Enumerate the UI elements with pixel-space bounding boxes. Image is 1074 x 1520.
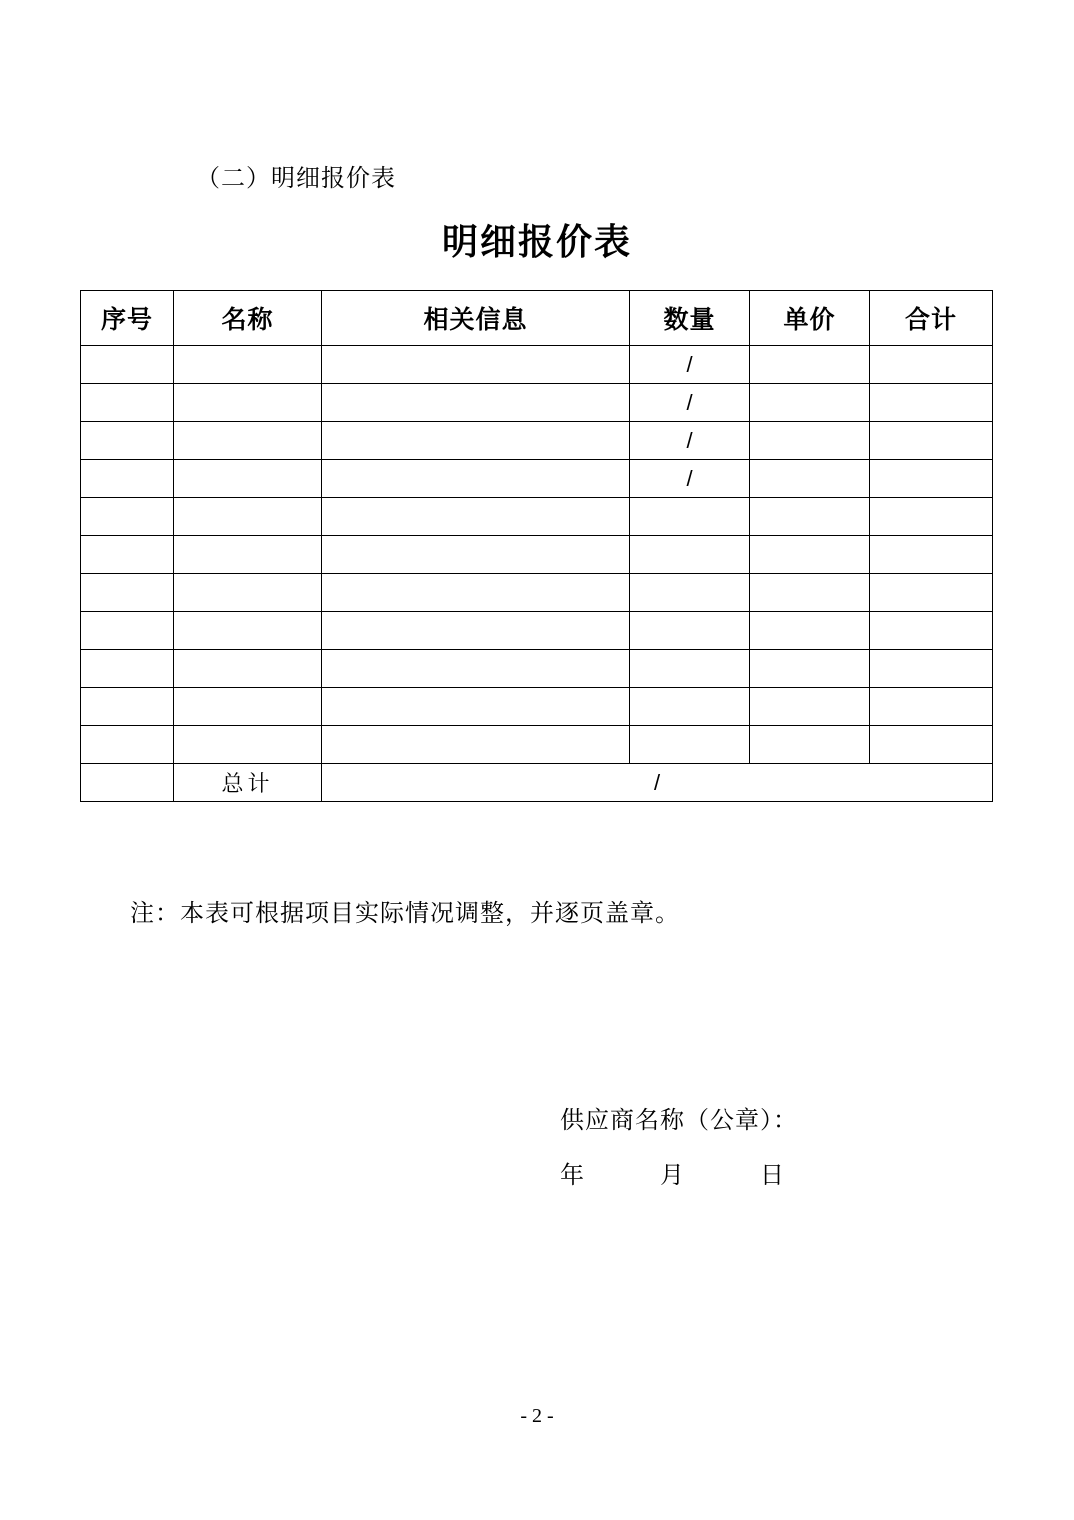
table-cell[interactable] <box>750 536 870 574</box>
table-row <box>81 726 993 764</box>
table-cell[interactable] <box>81 688 174 726</box>
table-cell[interactable] <box>322 384 630 422</box>
table-cell[interactable]: / <box>630 346 750 384</box>
table-cell[interactable] <box>322 650 630 688</box>
table-header-row <box>81 291 993 346</box>
table-row <box>81 574 993 612</box>
table-cell[interactable] <box>870 384 993 422</box>
table-cell[interactable] <box>750 346 870 384</box>
table-cell[interactable] <box>630 650 750 688</box>
table-cell[interactable] <box>322 688 630 726</box>
table-cell[interactable] <box>750 688 870 726</box>
table-cell[interactable] <box>630 726 750 764</box>
date-day-label: 日 <box>760 1163 784 1189</box>
table-cell[interactable] <box>870 422 993 460</box>
date-year-label: 年 <box>560 1163 584 1189</box>
table-cell[interactable] <box>81 498 174 536</box>
table-cell[interactable] <box>81 460 174 498</box>
page-title: 明细报价表 <box>441 221 632 262</box>
section-label: （二）明细报价表 <box>196 166 396 192</box>
table-header-cell: 名称 <box>174 291 322 346</box>
table-cell[interactable] <box>630 536 750 574</box>
table-cell[interactable] <box>174 346 322 384</box>
total-value-cell[interactable]: / <box>322 764 993 802</box>
table-cell[interactable] <box>322 536 630 574</box>
table-cell[interactable] <box>322 574 630 612</box>
table-cell[interactable] <box>81 726 174 764</box>
table-cell[interactable] <box>750 612 870 650</box>
signature-date <box>560 1155 784 1190</box>
date-month-label: 月 <box>660 1163 684 1189</box>
table-cell[interactable] <box>322 612 630 650</box>
table-cell[interactable] <box>174 726 322 764</box>
table-cell[interactable] <box>870 346 993 384</box>
table-row <box>81 612 993 650</box>
table-cell[interactable] <box>174 536 322 574</box>
table-cell[interactable] <box>750 460 870 498</box>
table-cell[interactable] <box>870 536 993 574</box>
table-row <box>81 536 993 574</box>
table-row <box>81 346 993 384</box>
table-cell[interactable] <box>870 688 993 726</box>
table-cell[interactable] <box>750 498 870 536</box>
table-cell[interactable] <box>750 574 870 612</box>
table-cell[interactable] <box>870 460 993 498</box>
table-cell[interactable] <box>81 346 174 384</box>
table-cell[interactable] <box>870 650 993 688</box>
table-cell[interactable] <box>870 574 993 612</box>
table-cell[interactable] <box>750 422 870 460</box>
table-cell[interactable] <box>81 536 174 574</box>
table-cell[interactable] <box>630 688 750 726</box>
table-header-cell: 单价 <box>750 291 870 346</box>
table-header-cell: 数量 <box>630 291 750 346</box>
table-row <box>81 498 993 536</box>
page-number: - 2 - <box>520 1405 554 1427</box>
table-cell[interactable] <box>174 574 322 612</box>
supplier-name-label: 供应商名称（公章）： <box>560 1108 798 1134</box>
table-cell[interactable] <box>322 422 630 460</box>
table-cell[interactable]: / <box>630 460 750 498</box>
table-note: 注：本表可根据项目实际情况调整，并逐页盖章。 <box>130 901 680 927</box>
table-cell[interactable] <box>174 688 322 726</box>
table-row <box>81 688 993 726</box>
table-cell[interactable] <box>81 612 174 650</box>
table-cell[interactable] <box>630 498 750 536</box>
table-cell[interactable] <box>174 422 322 460</box>
table-cell[interactable]: / <box>630 384 750 422</box>
table-row <box>81 384 993 422</box>
table-header-cell: 合计 <box>870 291 993 346</box>
table-cell[interactable] <box>174 384 322 422</box>
table-cell[interactable] <box>630 574 750 612</box>
total-index-cell <box>81 764 174 802</box>
table-cell[interactable] <box>322 726 630 764</box>
table-cell[interactable] <box>870 726 993 764</box>
table-cell[interactable] <box>750 726 870 764</box>
table-cell[interactable] <box>322 498 630 536</box>
table-cell[interactable] <box>81 384 174 422</box>
table-cell[interactable] <box>81 650 174 688</box>
table-cell[interactable] <box>174 498 322 536</box>
table-cell[interactable] <box>870 612 993 650</box>
table-row <box>81 422 993 460</box>
table-cell[interactable] <box>322 346 630 384</box>
detail-quotation-table <box>80 290 993 802</box>
table-cell[interactable] <box>81 574 174 612</box>
table-cell[interactable] <box>750 384 870 422</box>
table-cell[interactable] <box>174 612 322 650</box>
table-cell[interactable] <box>174 460 322 498</box>
table-cell[interactable] <box>630 612 750 650</box>
table-total-row <box>81 764 993 802</box>
table-row <box>81 650 993 688</box>
table-cell[interactable]: / <box>630 422 750 460</box>
table-cell[interactable] <box>870 498 993 536</box>
table-cell[interactable] <box>750 650 870 688</box>
table-header-cell: 相关信息 <box>322 291 630 346</box>
table-row <box>81 460 993 498</box>
table-header-cell: 序号 <box>81 291 174 346</box>
table-cell[interactable] <box>174 650 322 688</box>
total-label-cell: 总计 <box>174 764 322 802</box>
table-cell[interactable] <box>322 460 630 498</box>
table-cell[interactable] <box>81 422 174 460</box>
